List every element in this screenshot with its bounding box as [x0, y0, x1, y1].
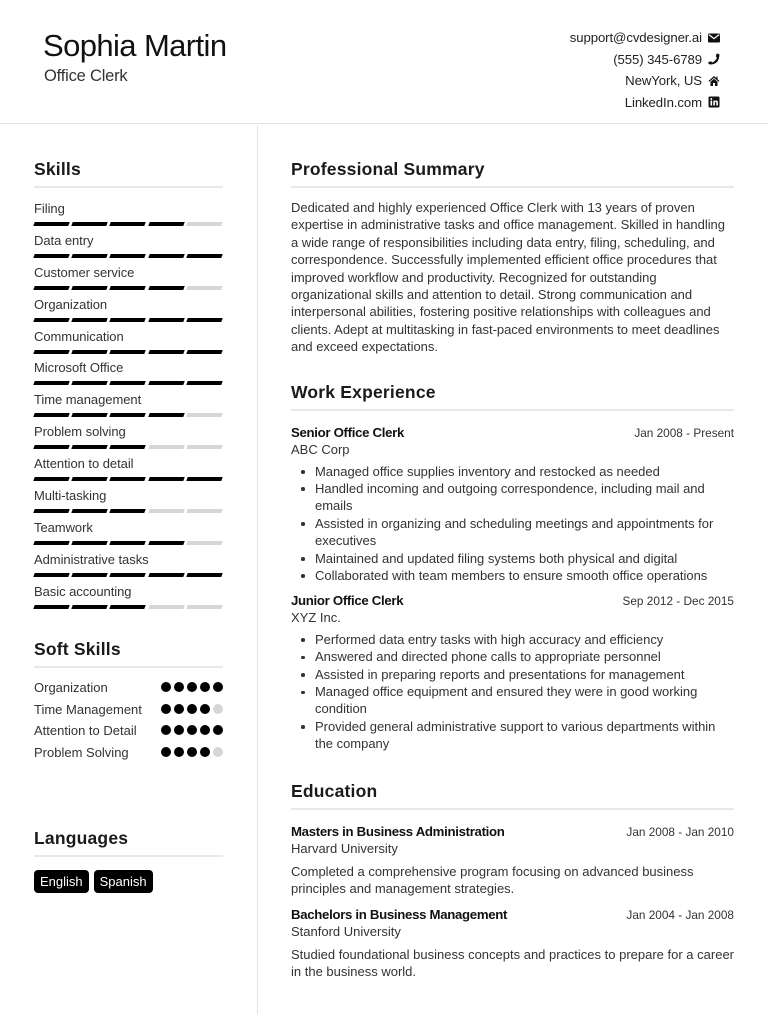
skill-name: Data entry [34, 232, 94, 248]
skill-name: Time management [34, 392, 142, 408]
skill-bar-filled [110, 413, 147, 417]
rating-dot-filled [174, 704, 184, 714]
job-company: ABC Corp [291, 442, 350, 457]
column-divider [257, 125, 258, 1014]
language-tag: English [34, 870, 89, 893]
soft-skill-rating [161, 744, 223, 757]
job-bullet: Provided general administrative support to various departments within the company [291, 718, 734, 753]
rating-dot-filled [174, 747, 184, 757]
education-header [291, 906, 734, 923]
skill-item [34, 391, 223, 423]
skill-name: Organization [34, 296, 108, 312]
skill-level-bars [34, 541, 223, 545]
phone-icon [708, 53, 720, 65]
skill-item [34, 359, 223, 391]
job-date: Jan 2008 - Present [634, 426, 734, 440]
skill-name: Administrative tasks [34, 551, 149, 567]
skill-level-bars [34, 286, 223, 290]
language-tags [34, 870, 223, 893]
summary-heading: Professional Summary [291, 158, 734, 188]
skill-level-bars [34, 222, 223, 226]
job-header [291, 424, 734, 441]
soft-skills-list [34, 679, 223, 761]
skill-bar-filled [110, 509, 147, 513]
languages-section [34, 827, 223, 893]
skill-bar-filled [148, 286, 185, 290]
skill-bar-filled [110, 477, 147, 481]
summary-text: Dedicated and highly experienced Office Clerk with 13 years of proven expertise in administrative tasks and office management. Skilled in handling a wide range of responsibilities including data entry, filing, scheduling, and correspondence. Successfully implemented efficient office procedures that improved workflow and productivity. Recognized for outstanding organizational skills and attention to detail. Strong communication and interpersonal abilities, fostering positive relationships with colleagues and clients. Adept at multitasking in fast-paced environments to meet deadlines and exceed expectations. [291, 200, 725, 355]
resume-header [0, 0, 768, 124]
education-date: Jan 2004 - Jan 2008 [626, 908, 734, 923]
skill-bar-filled [148, 254, 185, 258]
skill-name: Microsoft Office [34, 360, 124, 376]
language-tag: Spanish [94, 870, 153, 893]
rating-dot-filled [200, 682, 210, 692]
skill-bar-filled [148, 477, 185, 481]
skill-level-bars [34, 318, 223, 322]
envelope-icon [708, 32, 720, 44]
skill-bar-filled [71, 286, 108, 290]
rating-dot-empty [213, 704, 223, 714]
contact-phone[interactable] [570, 49, 720, 71]
skill-bar-filled [33, 541, 70, 545]
job-bullets [291, 463, 734, 585]
skill-bar-filled [110, 350, 147, 354]
contact-linkedin[interactable] [570, 92, 720, 114]
skill-bar-filled [148, 541, 185, 545]
skill-level-bars [34, 605, 223, 609]
skill-item [34, 519, 223, 551]
skill-bar-filled [148, 222, 185, 226]
skill-bar-filled [110, 605, 147, 609]
skill-bar-filled [33, 222, 70, 226]
skill-name: Teamwork [34, 519, 93, 535]
skill-bar-filled [71, 413, 108, 417]
soft-skill-item [34, 679, 223, 697]
skill-bar-filled [71, 222, 108, 226]
work-experience-section [291, 381, 734, 753]
soft-skills-heading: Soft Skills [34, 638, 223, 668]
skill-bar-filled [71, 350, 108, 354]
soft-skills-section [34, 638, 223, 765]
skills-section [34, 158, 223, 615]
skill-item [34, 551, 223, 583]
skill-bar-filled [71, 573, 108, 577]
skill-name: Customer service [34, 264, 135, 280]
job-bullet: Managed office supplies inventory and restocked as needed [291, 463, 734, 480]
skill-level-bars [34, 254, 223, 258]
rating-dot-filled [187, 704, 197, 714]
skill-item [34, 423, 223, 455]
education-date: Jan 2008 - Jan 2010 [626, 825, 734, 839]
skill-bar-filled [33, 286, 70, 290]
education-school: Stanford University [291, 924, 401, 940]
summary-section [291, 158, 734, 356]
skill-level-bars [34, 381, 223, 385]
skill-bar-filled [33, 413, 70, 417]
skill-bar-filled [71, 605, 108, 609]
skill-bar-filled [33, 318, 70, 322]
skill-bar-filled [71, 254, 108, 258]
soft-skill-rating [161, 701, 223, 714]
rating-dot-filled [174, 725, 184, 735]
skill-bar-filled [186, 254, 223, 258]
skill-name: Multi-tasking [34, 488, 107, 504]
languages-heading: Languages [34, 827, 223, 857]
skill-name: Communication [34, 328, 124, 344]
skill-item [34, 487, 223, 519]
rating-dot-filled [200, 704, 210, 714]
rating-dot-filled [161, 704, 171, 714]
soft-skill-item [34, 701, 223, 719]
rating-dot-filled [213, 725, 223, 735]
soft-skill-name: Organization [34, 680, 108, 695]
skill-bar-filled [148, 350, 185, 354]
skill-bar-filled [148, 318, 185, 322]
skill-bar-filled [71, 541, 108, 545]
skill-level-bars [34, 573, 223, 577]
home-icon [708, 75, 720, 87]
rating-dot-filled [187, 682, 197, 692]
skill-level-bars [34, 413, 223, 417]
skill-bar-filled [71, 318, 108, 322]
job-bullet: Answered and directed phone calls to appropriate personnel [291, 648, 734, 665]
skill-bar-filled [186, 350, 223, 354]
skills-heading: Skills [34, 158, 223, 188]
skill-bar-filled [33, 477, 70, 481]
job-date: Sep 2012 - Dec 2015 [622, 594, 734, 609]
skill-bar-filled [186, 573, 223, 577]
job-bullet: Handled incoming and outgoing correspondence, including mail and emails [291, 480, 734, 515]
skill-bar-filled [33, 605, 70, 609]
skill-bar-filled [33, 509, 70, 513]
contact-list [570, 27, 720, 113]
contact-location [570, 70, 720, 92]
skill-bar-filled [110, 541, 147, 545]
skill-bar-filled [33, 573, 70, 577]
skill-level-bars [34, 477, 223, 481]
soft-skill-rating [161, 679, 223, 692]
skill-bar-filled [33, 350, 70, 354]
job-bullet: Collaborated with team members to ensure smooth office operations [291, 567, 734, 584]
job-company: XYZ Inc. [291, 610, 341, 626]
rating-dot-filled [187, 747, 197, 757]
rating-dot-filled [174, 682, 184, 692]
skill-item [34, 264, 223, 296]
rating-dot-filled [200, 725, 210, 735]
skill-item [34, 200, 223, 232]
soft-skill-item [34, 722, 223, 740]
skill-item [34, 328, 223, 360]
skill-bar-filled [186, 477, 223, 481]
rating-dot-filled [213, 682, 223, 692]
skill-bar-filled [33, 254, 70, 258]
skill-bar-empty [186, 286, 223, 290]
skill-level-bars [34, 350, 223, 354]
education-list [291, 823, 734, 981]
skill-bar-filled [148, 573, 185, 577]
education-header [291, 823, 734, 840]
job-header [291, 592, 734, 609]
job-bullet: Assisted in organizing and scheduling meetings and appointments for executives [291, 515, 734, 550]
skill-bar-filled [33, 445, 70, 449]
soft-skill-name: Problem Solving [34, 744, 129, 760]
job-bullet: Managed office equipment and ensured they were in good working condition [291, 683, 734, 718]
skill-item [34, 232, 223, 264]
contact-location-text: NewYork, US [625, 73, 702, 89]
skill-bar-empty [148, 605, 185, 609]
skill-bar-filled [71, 509, 108, 513]
skills-list [34, 200, 223, 615]
skill-bar-filled [110, 254, 147, 258]
rating-dot-filled [200, 747, 210, 757]
skill-item [34, 583, 223, 615]
soft-skill-name: Attention to Detail [34, 723, 137, 738]
skill-bar-empty [186, 222, 223, 226]
skill-bar-filled [71, 477, 108, 481]
skill-name: Basic accounting [34, 583, 132, 599]
skill-level-bars [34, 509, 223, 513]
skill-bar-empty [186, 445, 223, 449]
education-entry [291, 906, 734, 980]
education-school: Harvard University [291, 841, 398, 856]
skill-bar-empty [186, 541, 223, 545]
rating-dot-filled [161, 747, 171, 757]
skill-bar-filled [110, 222, 147, 226]
skill-bar-filled [186, 381, 223, 385]
soft-skill-rating [161, 722, 223, 735]
skill-bar-empty [148, 509, 185, 513]
education-description: Completed a comprehensive program focusing on advanced business principles and management strategies. [291, 863, 694, 896]
job-entry [291, 592, 734, 752]
skill-bar-filled [148, 413, 185, 417]
skill-bar-filled [71, 381, 108, 385]
job-bullet: Assisted in preparing reports and presentations for management [291, 666, 734, 683]
skill-bar-empty [186, 509, 223, 513]
contact-phone-text[interactable]: (555) 345-6789 [613, 51, 702, 67]
skill-bar-empty [186, 605, 223, 609]
skill-item [34, 296, 223, 328]
skill-name: Problem solving [34, 424, 126, 440]
skill-bar-empty [186, 413, 223, 417]
skill-bar-filled [110, 445, 147, 449]
job-bullets [291, 631, 734, 753]
job-bullet: Maintained and updated filing systems both physical and digital [291, 550, 734, 567]
skill-name: Filing [34, 201, 65, 216]
skill-level-bars [34, 445, 223, 449]
work-experience-heading: Work Experience [291, 381, 734, 411]
skill-bar-filled [186, 318, 223, 322]
rating-dot-filled [161, 682, 171, 692]
rating-dot-filled [187, 725, 197, 735]
candidate-title: Office Clerk [44, 67, 128, 85]
education-entry [291, 823, 734, 897]
contact-email[interactable] [570, 27, 720, 49]
contact-email-text[interactable]: support@cvdesigner.ai [569, 30, 702, 46]
soft-skill-name: Time Management [34, 701, 142, 717]
skill-bar-filled [33, 381, 70, 385]
skill-bar-filled [71, 445, 108, 449]
skill-bar-empty [148, 445, 185, 449]
education-heading: Education [291, 780, 734, 810]
linkedin-icon [708, 96, 720, 108]
skill-bar-filled [148, 381, 185, 385]
education-description: Studied foundational business concepts and practices to prepare for a career in the business world. [291, 946, 734, 980]
job-title: Junior Office Clerk [291, 593, 404, 609]
rating-dot-filled [161, 725, 171, 735]
skill-name: Attention to detail [34, 456, 134, 472]
education-degree: Bachelors in Business Management [291, 907, 508, 923]
job-list [291, 424, 734, 753]
job-title: Senior Office Clerk [291, 425, 405, 440]
soft-skill-item [34, 744, 223, 762]
skill-bar-filled [110, 318, 147, 322]
candidate-name: Sophia Martin [43, 28, 227, 63]
rating-dot-empty [213, 747, 223, 757]
education-degree: Masters in Business Administration [291, 824, 505, 839]
job-entry [291, 424, 734, 584]
skill-item [34, 455, 223, 487]
skill-bar-filled [110, 573, 147, 577]
education-section [291, 780, 734, 981]
skill-bar-filled [110, 286, 147, 290]
contact-linkedin-text[interactable]: LinkedIn.com [624, 94, 702, 110]
skill-bar-filled [110, 381, 147, 385]
job-bullet: Performed data entry tasks with high accuracy and efficiency [291, 631, 734, 648]
